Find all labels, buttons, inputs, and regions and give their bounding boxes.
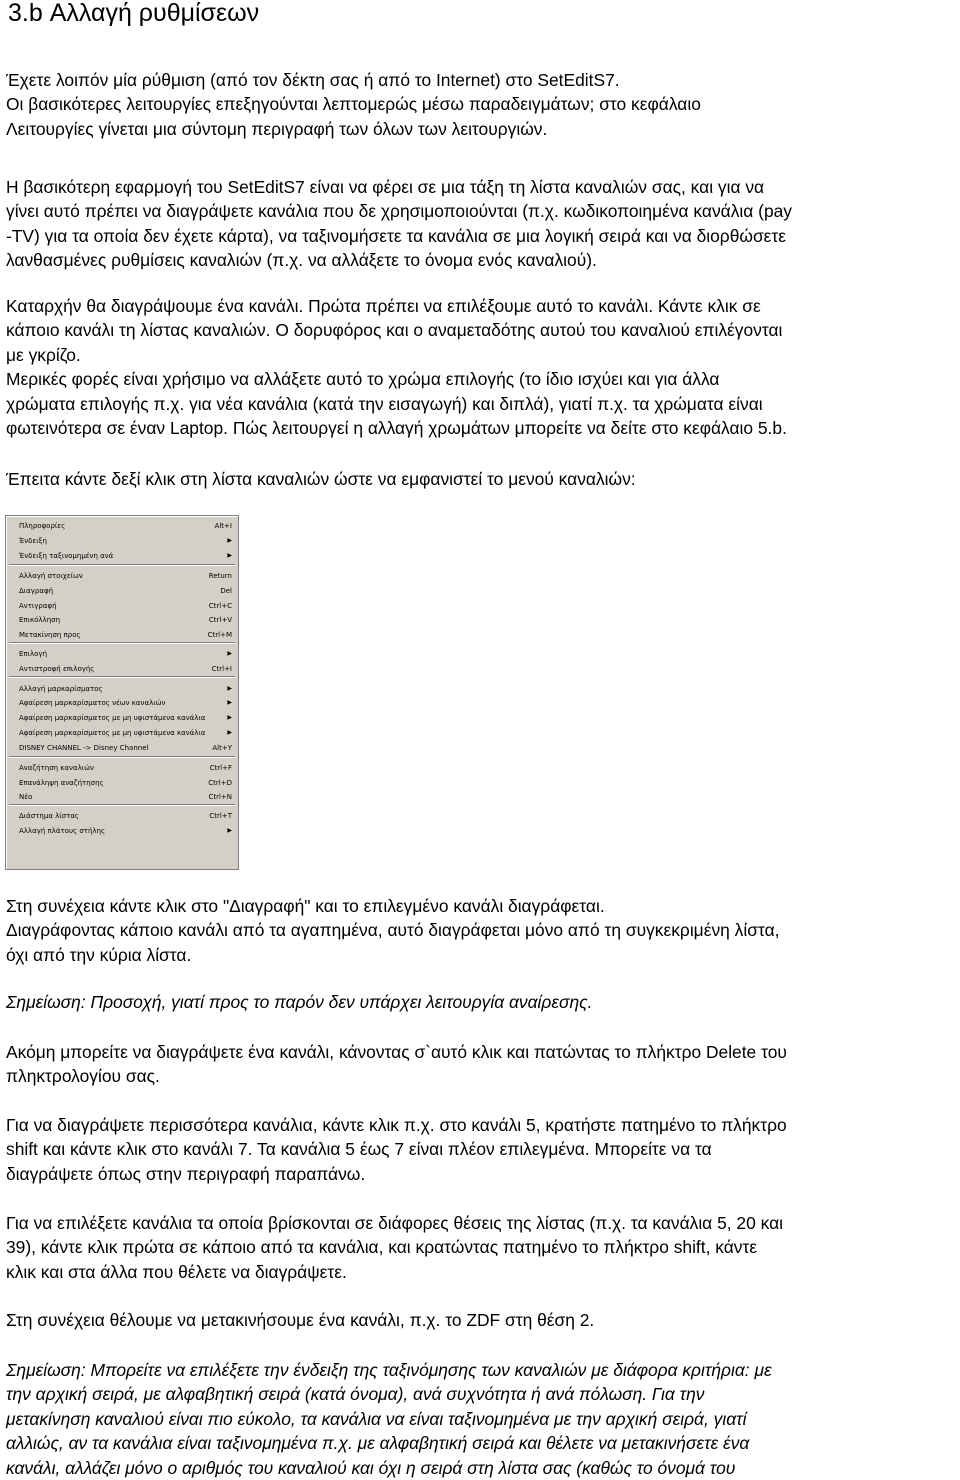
- note-line: την αρχική σειρά, με αλφαβητική σειρά (κατά όνομα), ανά συχνότητα ή ανά πόλωση. Για την: [6, 1384, 705, 1405]
- note-line: Σημείωση: Προσοχή, γιατί προς το παρόν δεν υπάρχει λειτουργία αναίρεσης.: [6, 992, 593, 1012]
- multi-line: διαγράψετε όπως στην περιγραφή παραπάνω.: [6, 1163, 366, 1184]
- main-paragraph: [6, 175, 951, 273]
- note-line: Σημείωση: Μπορείτε να επιλέξετε την ένδειξη της ταξινόμησης των καναλιών με διάφορα κριτήρια: με: [6, 1360, 772, 1380]
- menu-item-shortcut: Ctrl+M: [207, 630, 232, 639]
- delete-key-line: Ακόμη μπορείτε να διαγράψετε ένα κανάλι, κάνοντας σ`αυτό κλικ και πατώντας το πλήκτρο Delete του: [6, 1042, 787, 1062]
- submenu-arrow-icon: ▶: [227, 551, 232, 559]
- scattered-line: 39), κάντε κλικ πρώτα σε κάποιο από τα κανάλια, και κρατώντας πατημένο το πλήκτρο shift, κάντε: [6, 1237, 758, 1258]
- submenu-arrow-icon: ▶: [227, 826, 232, 834]
- after-menu-paragraph: [6, 894, 951, 967]
- rightclick-paragraph: [6, 467, 951, 491]
- note-line: αλλιώς, αν τα κανάλια είναι ταξινομημένα π.χ. με αλφαβητική σειρά και θέλετε να μετακινήσετε ένα: [6, 1433, 750, 1454]
- menu-item-shortcut: Return: [208, 571, 232, 580]
- menu-item-label: Πληροφορίες: [19, 521, 66, 530]
- menu-item-label: Ένδειξη ταξινομημένη ανά: [19, 551, 114, 560]
- main-line: -TV) για τα οποία δεν έχετε κάρτα), να ταξινομήσετε τα κανάλια σε μια λογική σειρά και να διορθώσετε: [6, 225, 787, 246]
- menu-item-shortcut: Ctrl+D: [208, 778, 232, 787]
- submenu-arrow-icon: ▶: [227, 649, 232, 657]
- menu-item[interactable]: [7, 599, 237, 612]
- after-menu-line: όχι από την κύρια λίστα.: [6, 944, 192, 965]
- menu-item[interactable]: [7, 569, 237, 582]
- menu-item-shortcut: Ctrl+T: [209, 811, 232, 820]
- submenu-arrow-icon: ▶: [227, 728, 232, 736]
- menu-item[interactable]: [7, 761, 237, 774]
- delete-key-line: πληκτρολογίου σας.: [6, 1066, 160, 1087]
- menu-item[interactable]: [7, 534, 237, 547]
- note-line: κανάλι, αλλάζει μόνο ο αριθμός του καναλιού και όχι η σειρά στη λίστα σας (καθώς το όνομά του: [6, 1457, 736, 1478]
- move-line: Στη συνέχεια θέλουμε να μετακινήσουμε ένα κανάλι, π.χ. το ZDF στη θέση 2.: [6, 1310, 595, 1330]
- menu-item[interactable]: [7, 662, 237, 675]
- menu-item[interactable]: [7, 696, 237, 709]
- scattered-select-paragraph: [6, 1211, 951, 1284]
- delete-line: Μερικές φορές είναι χρήσιμο να αλλάξετε αυτό το χρώμα επιλογής (το ίδιο ισχύει και για άλλα: [6, 369, 720, 390]
- menu-separator: [9, 564, 235, 566]
- menu-item-shortcut: Ctrl+V: [208, 615, 232, 624]
- multi-line: shift και κάντε κλικ στο κανάλι 7. Τα κανάλια 5 έως 7 είναι πλέον επιλεγμένα. Μπορείτε να τα: [6, 1139, 712, 1160]
- menu-item-shortcut: Ctrl+N: [208, 792, 232, 801]
- after-menu-line: Διαγράφοντας κάποιο κανάλι από τα αγαπημένα, αυτό διαγράφεται μόνο από τη συγκεκριμένη λίστα,: [6, 920, 780, 941]
- menu-item-label: Αντιστροφή επιλογής: [19, 664, 95, 673]
- main-line: γίνει αυτό πρέπει να διαγράψετε κανάλια που δε χρησιμοποιούνται (π.χ. κωδικοποιημένα κανάλια (pay: [6, 201, 792, 222]
- main-line: λανθασμένες ρυθμίσεις καναλιών (π.χ. να αλλάξετε το όνομα ενός καναλιού).: [6, 250, 597, 271]
- scattered-line: κλικ και στα άλλα που θέλετε να διαγράψετε.: [6, 1261, 347, 1282]
- delete-paragraph: [6, 294, 951, 440]
- delete-line: Καταρχήν θα διαγράψουμε ένα κανάλι. Πρώτα πρέπει να επιλέξουμε αυτό το κανάλι. Κάντε κλικ σε: [6, 296, 761, 316]
- menu-item-label: Επικόλληση: [19, 615, 61, 624]
- menu-item-label: Νέο: [19, 792, 33, 801]
- submenu-arrow-icon: ▶: [227, 698, 232, 706]
- menu-item-label: Επανάληψη αναζήτησης: [19, 778, 104, 787]
- intro-line: Λειτουργίες γίνεται μια σύντομη περιγραφή των όλων των λειτουργιών.: [6, 118, 548, 139]
- menu-item-label: DISNEY CHANNEL -> Disney Channel: [19, 743, 149, 752]
- delete-line: φωτεινότερα σε έναν Laptop. Πώς λειτουργεί η αλλαγή χρωμάτων μπορείτε να δείτε στο κεφάλαιο 5.b.: [6, 418, 787, 439]
- menu-item-label: Διαγραφή: [19, 586, 54, 595]
- submenu-arrow-icon: ▶: [227, 684, 232, 692]
- menu-separator: [9, 642, 235, 644]
- menu-item-label: Αφαίρεση μαρκαρίσματος με μη υφιστάμενα κανάλια: [19, 713, 206, 722]
- page-title: 3.b Αλλαγή ρυθμίσεων: [8, 0, 260, 27]
- menu-item-shortcut: Ctrl+I: [211, 664, 232, 673]
- submenu-arrow-icon: ▶: [227, 536, 232, 544]
- scattered-line: Για να επιλέξετε κανάλια τα οποία βρίσκονται σε διάφορες θέσεις της λίστας (π.χ. τα κανάλια 5, 20 και: [6, 1213, 783, 1233]
- menu-item-label: Αλλαγή μαρκαρίσματος: [19, 684, 103, 693]
- menu-separator: [9, 804, 235, 806]
- menu-item[interactable]: [7, 628, 237, 641]
- menu-item-shortcut: Alt+Y: [212, 743, 232, 752]
- menu-separator: [9, 676, 235, 678]
- menu-item[interactable]: [7, 584, 237, 597]
- intro-line: Έχετε λοιπόν μία ρύθμιση (από τον δέκτη σας ή από το Internet) στο SetEditS7.: [6, 70, 620, 90]
- menu-item[interactable]: [7, 790, 237, 803]
- menu-separator: [9, 756, 235, 758]
- submenu-arrow-icon: ▶: [227, 713, 232, 721]
- menu-item-shortcut: Del: [220, 586, 232, 595]
- menu-item[interactable]: [7, 549, 237, 562]
- multi-line: Για να διαγράψετε περισσότερα κανάλια, κάντε κλικ π.χ. στο κανάλι 5, κρατήστε πατημένο το πλήκτρο: [6, 1115, 787, 1135]
- note-sorting: [6, 1358, 951, 1480]
- note-no-undo: [6, 990, 951, 1014]
- channel-context-menu: [5, 515, 239, 870]
- menu-item-label: Μετακίνηση προς: [19, 630, 81, 639]
- menu-item[interactable]: [7, 726, 237, 739]
- menu-item[interactable]: [7, 741, 237, 754]
- menu-item[interactable]: [7, 682, 237, 695]
- menu-item-shortcut: Ctrl+F: [209, 763, 232, 772]
- menu-item-label: Αναζήτηση καναλιών: [19, 763, 94, 772]
- delete-key-paragraph: [6, 1040, 951, 1089]
- multi-select-paragraph: [6, 1113, 951, 1186]
- move-paragraph: [6, 1308, 951, 1332]
- menu-item-shortcut: Ctrl+C: [208, 601, 232, 610]
- menu-item-label: Αφαίρεση μαρκαρίσματος με μη υφιστάμενα κανάλια: [19, 728, 206, 737]
- menu-item[interactable]: [7, 824, 237, 837]
- note-line: μετακίνηση καναλιού είναι πιο εύκολο, τα κανάλια να είναι ταξινομημένα με την αρχική σειρά, γιατί: [6, 1408, 747, 1429]
- menu-item[interactable]: [7, 809, 237, 822]
- menu-item-label: Ένδειξη: [19, 536, 47, 545]
- menu-item-label: Αφαίρεση μαρκαρίσματος νέων καναλιών: [19, 698, 166, 707]
- delete-line: με γκρίζο.: [6, 344, 81, 365]
- menu-item-label: Επιλογή: [19, 649, 48, 658]
- intro-paragraph: [6, 68, 951, 141]
- menu-item[interactable]: [7, 647, 237, 660]
- menu-item[interactable]: [7, 519, 237, 532]
- menu-item-label: Διάστημα λίστας: [19, 811, 80, 820]
- delete-line: χρώματα επιλογής π.χ. για νέα κανάλια (κατά την εισαγωγή) και διπλά), γιατί π.χ. τα χρώματα είναι: [6, 393, 763, 414]
- intro-line: Οι βασικότερες λειτουργίες επεξηγούνται λεπτομερώς μέσω παραδειγμάτων; στο κεφάλαιο: [6, 94, 701, 115]
- after-menu-line: Στη συνέχεια κάντε κλικ στο "Διαγραφή" και το επιλεγμένο κανάλι διαγράφεται.: [6, 896, 605, 916]
- main-line: Η βασικότερη εφαρμογή του SetEditS7 είναι να φέρει σε μια τάξη τη λίστα καναλιών σας, και για να: [6, 177, 765, 197]
- delete-line: κάποιο κανάλι τη λίστας καναλιών. Ο δορυφόρος και ο αναμεταδότης αυτού του καναλιού επιλέγονται: [6, 320, 783, 341]
- menu-item[interactable]: [7, 776, 237, 789]
- menu-item-label: Αντιγραφή: [19, 601, 57, 610]
- menu-item-label: Αλλαγή στοιχείων: [19, 571, 83, 580]
- rightclick-line: Έπειτα κάντε δεξί κλικ στη λίστα καναλιών ώστε να εμφανιστεί το μενού καναλιών:: [6, 469, 636, 489]
- menu-item[interactable]: [7, 613, 237, 626]
- menu-item[interactable]: [7, 711, 237, 724]
- menu-item-label: Αλλαγή πλάτους στήλης: [19, 826, 106, 835]
- menu-item-shortcut: Alt+I: [214, 521, 232, 530]
